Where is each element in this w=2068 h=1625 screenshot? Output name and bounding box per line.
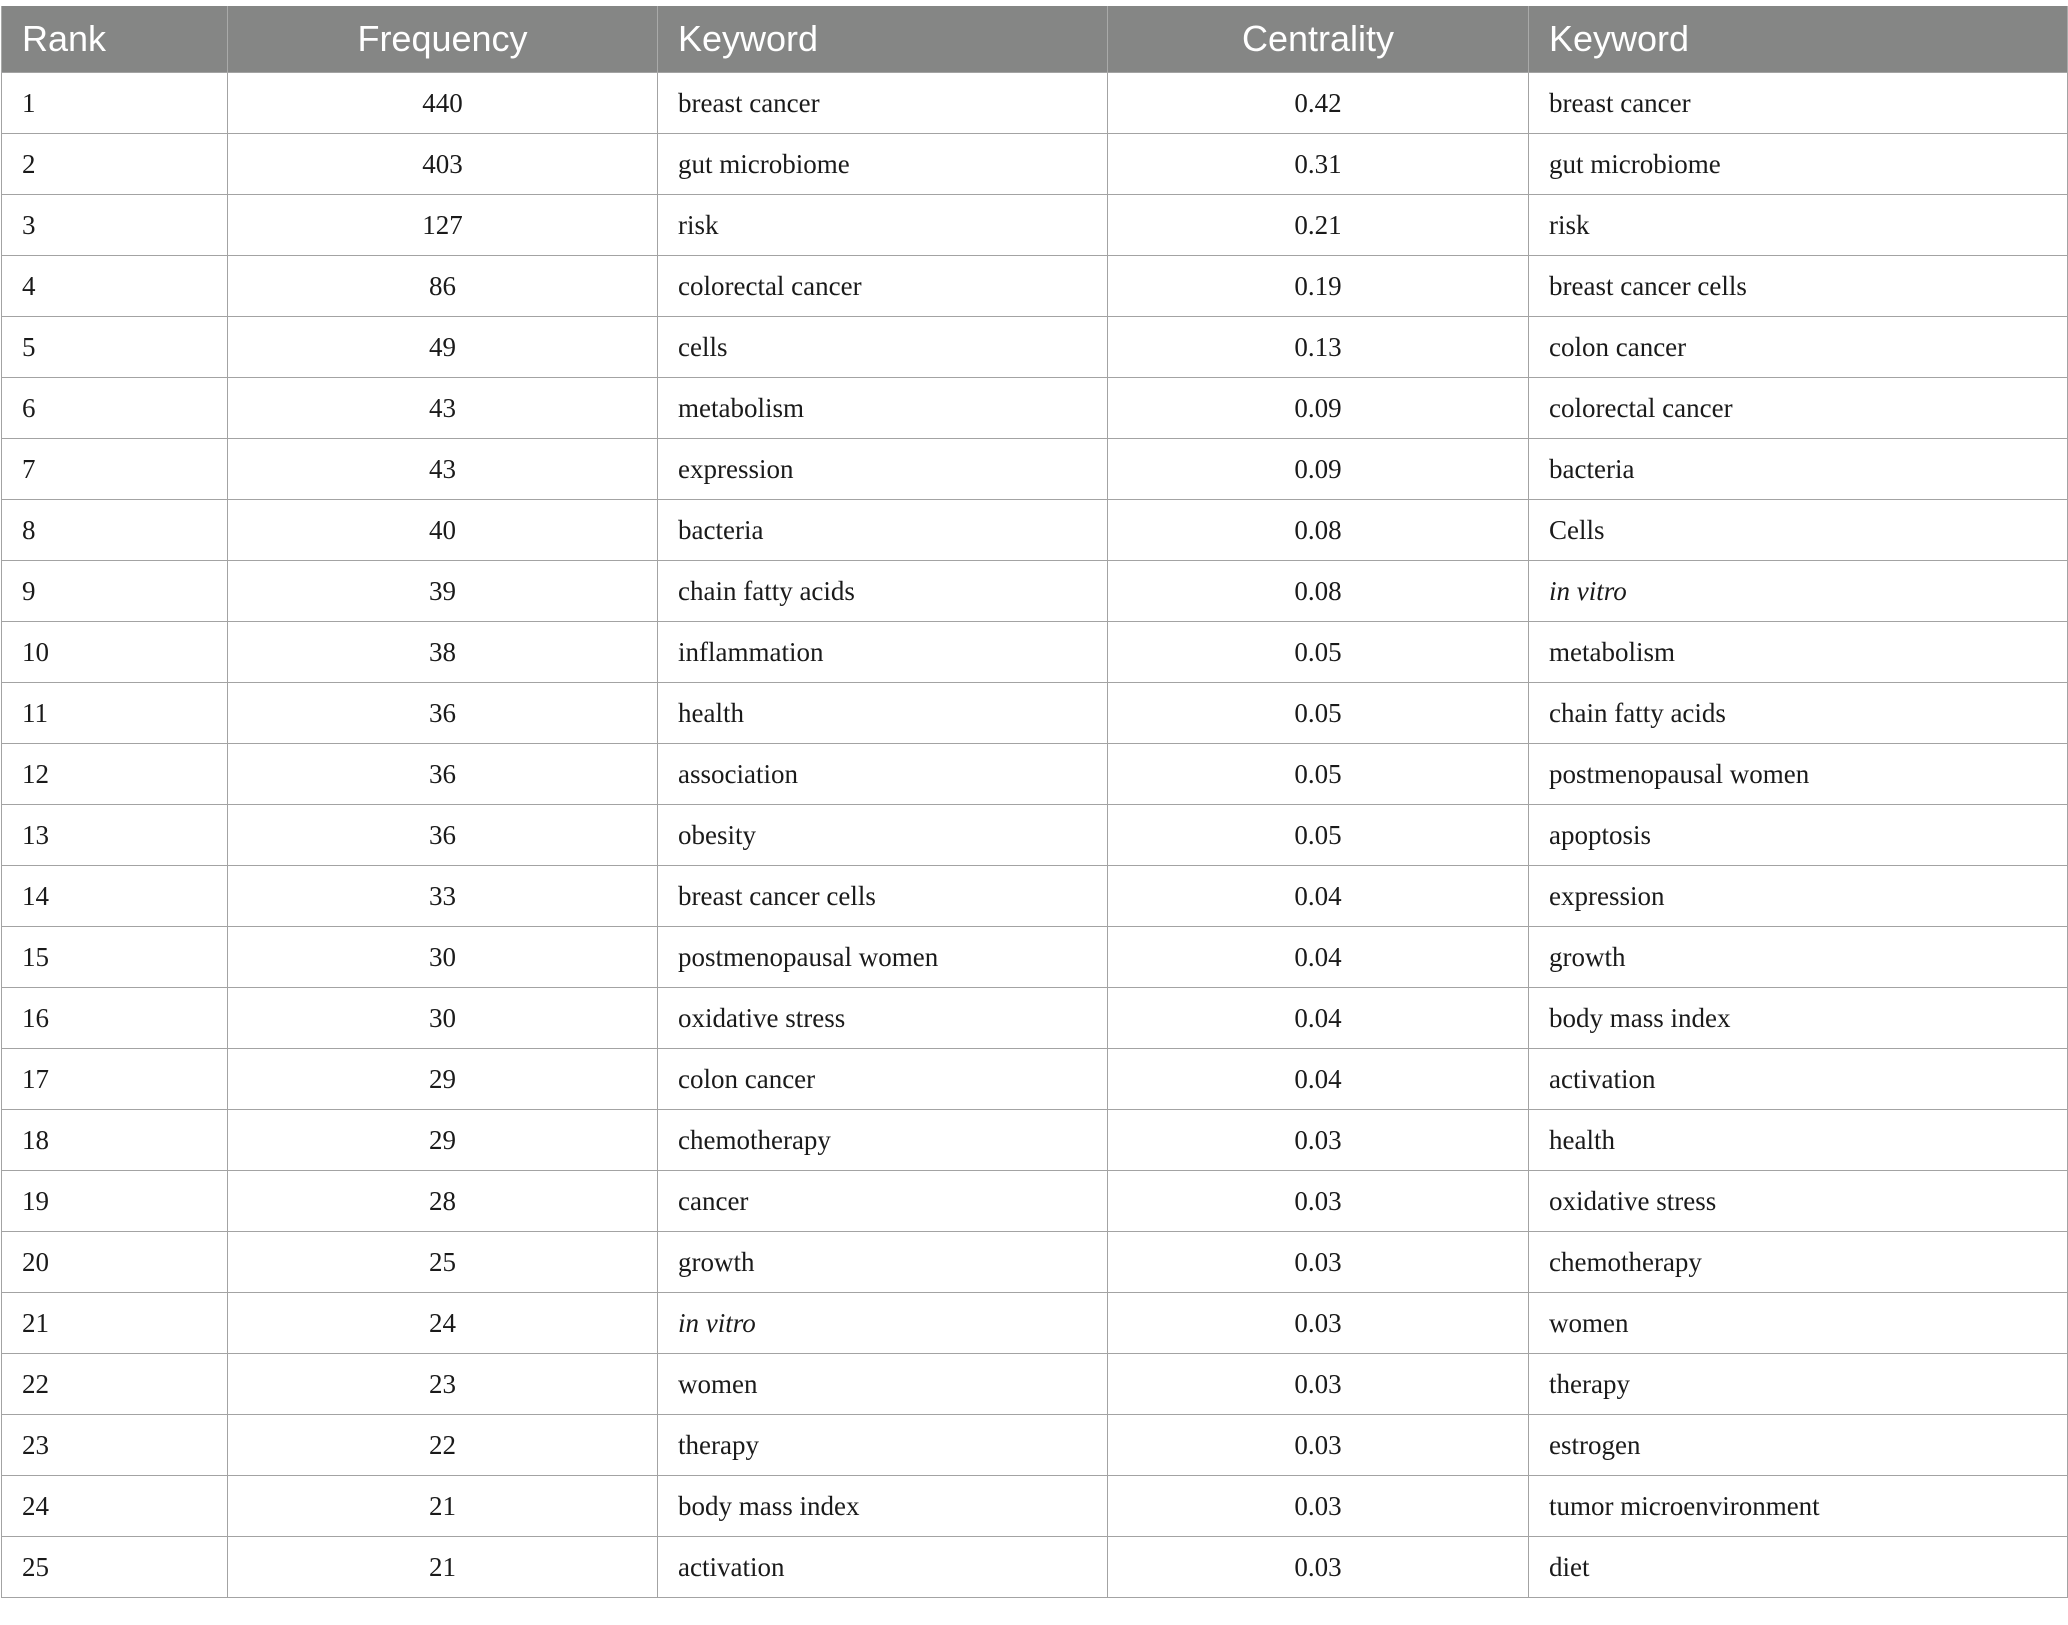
cell-keyword-by-frequency: cells — [658, 317, 1108, 378]
cell-rank: 23 — [2, 1415, 228, 1476]
cell-keyword-by-centrality: growth — [1529, 927, 2068, 988]
cell-frequency: 36 — [228, 744, 658, 805]
cell-frequency: 21 — [228, 1537, 658, 1598]
cell-centrality: 0.08 — [1108, 561, 1529, 622]
cell-frequency: 43 — [228, 378, 658, 439]
cell-keyword-by-centrality: metabolism — [1529, 622, 2068, 683]
table-row — [2, 317, 2068, 378]
cell-keyword-by-frequency: risk — [658, 195, 1108, 256]
cell-centrality: 0.05 — [1108, 622, 1529, 683]
cell-keyword-by-frequency: association — [658, 744, 1108, 805]
cell-keyword-by-centrality: postmenopausal women — [1529, 744, 2068, 805]
cell-keyword-by-frequency: breast cancer cells — [658, 866, 1108, 927]
cell-keyword-by-frequency: metabolism — [658, 378, 1108, 439]
table-row — [2, 439, 2068, 500]
cell-frequency: 21 — [228, 1476, 658, 1537]
cell-centrality: 0.13 — [1108, 317, 1529, 378]
cell-centrality: 0.04 — [1108, 988, 1529, 1049]
cell-keyword-by-centrality: expression — [1529, 866, 2068, 927]
table-row — [2, 1110, 2068, 1171]
header-keyword-by-centrality: Keyword — [1529, 6, 2068, 73]
cell-keyword-by-centrality: gut microbiome — [1529, 134, 2068, 195]
cell-keyword-by-centrality: oxidative stress — [1529, 1171, 2068, 1232]
keyword-table — [1, 6, 2068, 1598]
cell-centrality: 0.05 — [1108, 683, 1529, 744]
cell-keyword-by-centrality: Cells — [1529, 500, 2068, 561]
cell-rank: 25 — [2, 1537, 228, 1598]
cell-keyword-by-frequency: postmenopausal women — [658, 927, 1108, 988]
cell-keyword-by-frequency: in vitro — [658, 1293, 1108, 1354]
header-rank: Rank — [2, 6, 228, 73]
table-row — [2, 561, 2068, 622]
cell-rank: 18 — [2, 1110, 228, 1171]
cell-centrality: 0.05 — [1108, 744, 1529, 805]
cell-rank: 4 — [2, 256, 228, 317]
table-row — [2, 1354, 2068, 1415]
header-keyword-by-frequency: Keyword — [658, 6, 1108, 73]
cell-keyword-by-frequency: chain fatty acids — [658, 561, 1108, 622]
table-row — [2, 988, 2068, 1049]
table-row — [2, 1476, 2068, 1537]
cell-centrality: 0.31 — [1108, 134, 1529, 195]
cell-centrality: 0.19 — [1108, 256, 1529, 317]
cell-keyword-by-frequency: women — [658, 1354, 1108, 1415]
cell-centrality: 0.03 — [1108, 1232, 1529, 1293]
cell-rank: 15 — [2, 927, 228, 988]
cell-keyword-by-frequency: bacteria — [658, 500, 1108, 561]
cell-keyword-by-centrality: apoptosis — [1529, 805, 2068, 866]
cell-keyword-by-frequency: activation — [658, 1537, 1108, 1598]
cell-frequency: 30 — [228, 927, 658, 988]
cell-frequency: 30 — [228, 988, 658, 1049]
cell-frequency: 49 — [228, 317, 658, 378]
cell-rank: 1 — [2, 73, 228, 134]
cell-frequency: 440 — [228, 73, 658, 134]
cell-frequency: 29 — [228, 1049, 658, 1110]
cell-centrality: 0.03 — [1108, 1354, 1529, 1415]
cell-keyword-by-frequency: gut microbiome — [658, 134, 1108, 195]
cell-centrality: 0.42 — [1108, 73, 1529, 134]
cell-keyword-by-frequency: breast cancer — [658, 73, 1108, 134]
cell-centrality: 0.04 — [1108, 866, 1529, 927]
cell-keyword-by-centrality: in vitro — [1529, 561, 2068, 622]
cell-centrality: 0.04 — [1108, 927, 1529, 988]
table-row — [2, 256, 2068, 317]
cell-keyword-by-frequency: health — [658, 683, 1108, 744]
table-row — [2, 1049, 2068, 1110]
cell-keyword-by-centrality: diet — [1529, 1537, 2068, 1598]
header-frequency: Frequency — [228, 6, 658, 73]
cell-rank: 20 — [2, 1232, 228, 1293]
cell-rank: 3 — [2, 195, 228, 256]
cell-keyword-by-centrality: activation — [1529, 1049, 2068, 1110]
cell-rank: 9 — [2, 561, 228, 622]
cell-frequency: 43 — [228, 439, 658, 500]
cell-keyword-by-centrality: breast cancer — [1529, 73, 2068, 134]
cell-frequency: 38 — [228, 622, 658, 683]
cell-rank: 22 — [2, 1354, 228, 1415]
table-row — [2, 622, 2068, 683]
cell-centrality: 0.03 — [1108, 1171, 1529, 1232]
cell-centrality: 0.03 — [1108, 1537, 1529, 1598]
cell-frequency: 86 — [228, 256, 658, 317]
cell-keyword-by-frequency: growth — [658, 1232, 1108, 1293]
cell-keyword-by-centrality: tumor microenvironment — [1529, 1476, 2068, 1537]
cell-rank: 21 — [2, 1293, 228, 1354]
cell-rank: 24 — [2, 1476, 228, 1537]
cell-centrality: 0.03 — [1108, 1293, 1529, 1354]
cell-rank: 8 — [2, 500, 228, 561]
cell-keyword-by-centrality: bacteria — [1529, 439, 2068, 500]
cell-rank: 16 — [2, 988, 228, 1049]
cell-rank: 7 — [2, 439, 228, 500]
cell-centrality: 0.03 — [1108, 1476, 1529, 1537]
keyword-table-container — [1, 6, 2067, 1598]
table-row — [2, 1293, 2068, 1354]
cell-frequency: 24 — [228, 1293, 658, 1354]
table-row — [2, 1537, 2068, 1598]
cell-keyword-by-frequency: obesity — [658, 805, 1108, 866]
cell-centrality: 0.03 — [1108, 1110, 1529, 1171]
cell-centrality: 0.03 — [1108, 1415, 1529, 1476]
cell-frequency: 29 — [228, 1110, 658, 1171]
cell-keyword-by-frequency: body mass index — [658, 1476, 1108, 1537]
cell-keyword-by-frequency: colon cancer — [658, 1049, 1108, 1110]
header-row — [2, 6, 2068, 73]
cell-keyword-by-frequency: oxidative stress — [658, 988, 1108, 1049]
cell-keyword-by-centrality: risk — [1529, 195, 2068, 256]
cell-frequency: 36 — [228, 683, 658, 744]
table-row — [2, 195, 2068, 256]
table-row — [2, 683, 2068, 744]
cell-keyword-by-frequency: chemotherapy — [658, 1110, 1108, 1171]
cell-rank: 5 — [2, 317, 228, 378]
cell-keyword-by-centrality: estrogen — [1529, 1415, 2068, 1476]
cell-keyword-by-frequency: cancer — [658, 1171, 1108, 1232]
cell-keyword-by-centrality: colon cancer — [1529, 317, 2068, 378]
cell-centrality: 0.21 — [1108, 195, 1529, 256]
cell-frequency: 40 — [228, 500, 658, 561]
table-header — [2, 6, 2068, 73]
cell-rank: 19 — [2, 1171, 228, 1232]
cell-rank: 11 — [2, 683, 228, 744]
table-row — [2, 927, 2068, 988]
cell-keyword-by-frequency: inflammation — [658, 622, 1108, 683]
table-row — [2, 1171, 2068, 1232]
header-centrality: Centrality — [1108, 6, 1529, 73]
cell-keyword-by-frequency: colorectal cancer — [658, 256, 1108, 317]
cell-rank: 12 — [2, 744, 228, 805]
cell-rank: 6 — [2, 378, 228, 439]
cell-frequency: 28 — [228, 1171, 658, 1232]
table-row — [2, 500, 2068, 561]
cell-rank: 13 — [2, 805, 228, 866]
table-row — [2, 73, 2068, 134]
cell-frequency: 25 — [228, 1232, 658, 1293]
cell-keyword-by-centrality: colorectal cancer — [1529, 378, 2068, 439]
cell-rank: 10 — [2, 622, 228, 683]
table-row — [2, 744, 2068, 805]
cell-keyword-by-centrality: therapy — [1529, 1354, 2068, 1415]
table-row — [2, 378, 2068, 439]
cell-keyword-by-centrality: chain fatty acids — [1529, 683, 2068, 744]
table-row — [2, 805, 2068, 866]
table-row — [2, 1415, 2068, 1476]
table-row — [2, 134, 2068, 195]
cell-centrality: 0.09 — [1108, 378, 1529, 439]
cell-keyword-by-frequency: expression — [658, 439, 1108, 500]
table-row — [2, 866, 2068, 927]
cell-centrality: 0.05 — [1108, 805, 1529, 866]
cell-keyword-by-centrality: chemotherapy — [1529, 1232, 2068, 1293]
cell-centrality: 0.09 — [1108, 439, 1529, 500]
cell-frequency: 127 — [228, 195, 658, 256]
cell-frequency: 39 — [228, 561, 658, 622]
cell-frequency: 403 — [228, 134, 658, 195]
cell-rank: 2 — [2, 134, 228, 195]
table-row — [2, 1232, 2068, 1293]
cell-frequency: 33 — [228, 866, 658, 927]
cell-frequency: 22 — [228, 1415, 658, 1476]
cell-keyword-by-frequency: therapy — [658, 1415, 1108, 1476]
cell-keyword-by-centrality: breast cancer cells — [1529, 256, 2068, 317]
cell-keyword-by-centrality: health — [1529, 1110, 2068, 1171]
cell-keyword-by-centrality: women — [1529, 1293, 2068, 1354]
cell-centrality: 0.08 — [1108, 500, 1529, 561]
cell-rank: 17 — [2, 1049, 228, 1110]
cell-frequency: 23 — [228, 1354, 658, 1415]
cell-centrality: 0.04 — [1108, 1049, 1529, 1110]
cell-frequency: 36 — [228, 805, 658, 866]
table-body — [2, 73, 2068, 1598]
cell-keyword-by-centrality: body mass index — [1529, 988, 2068, 1049]
cell-rank: 14 — [2, 866, 228, 927]
